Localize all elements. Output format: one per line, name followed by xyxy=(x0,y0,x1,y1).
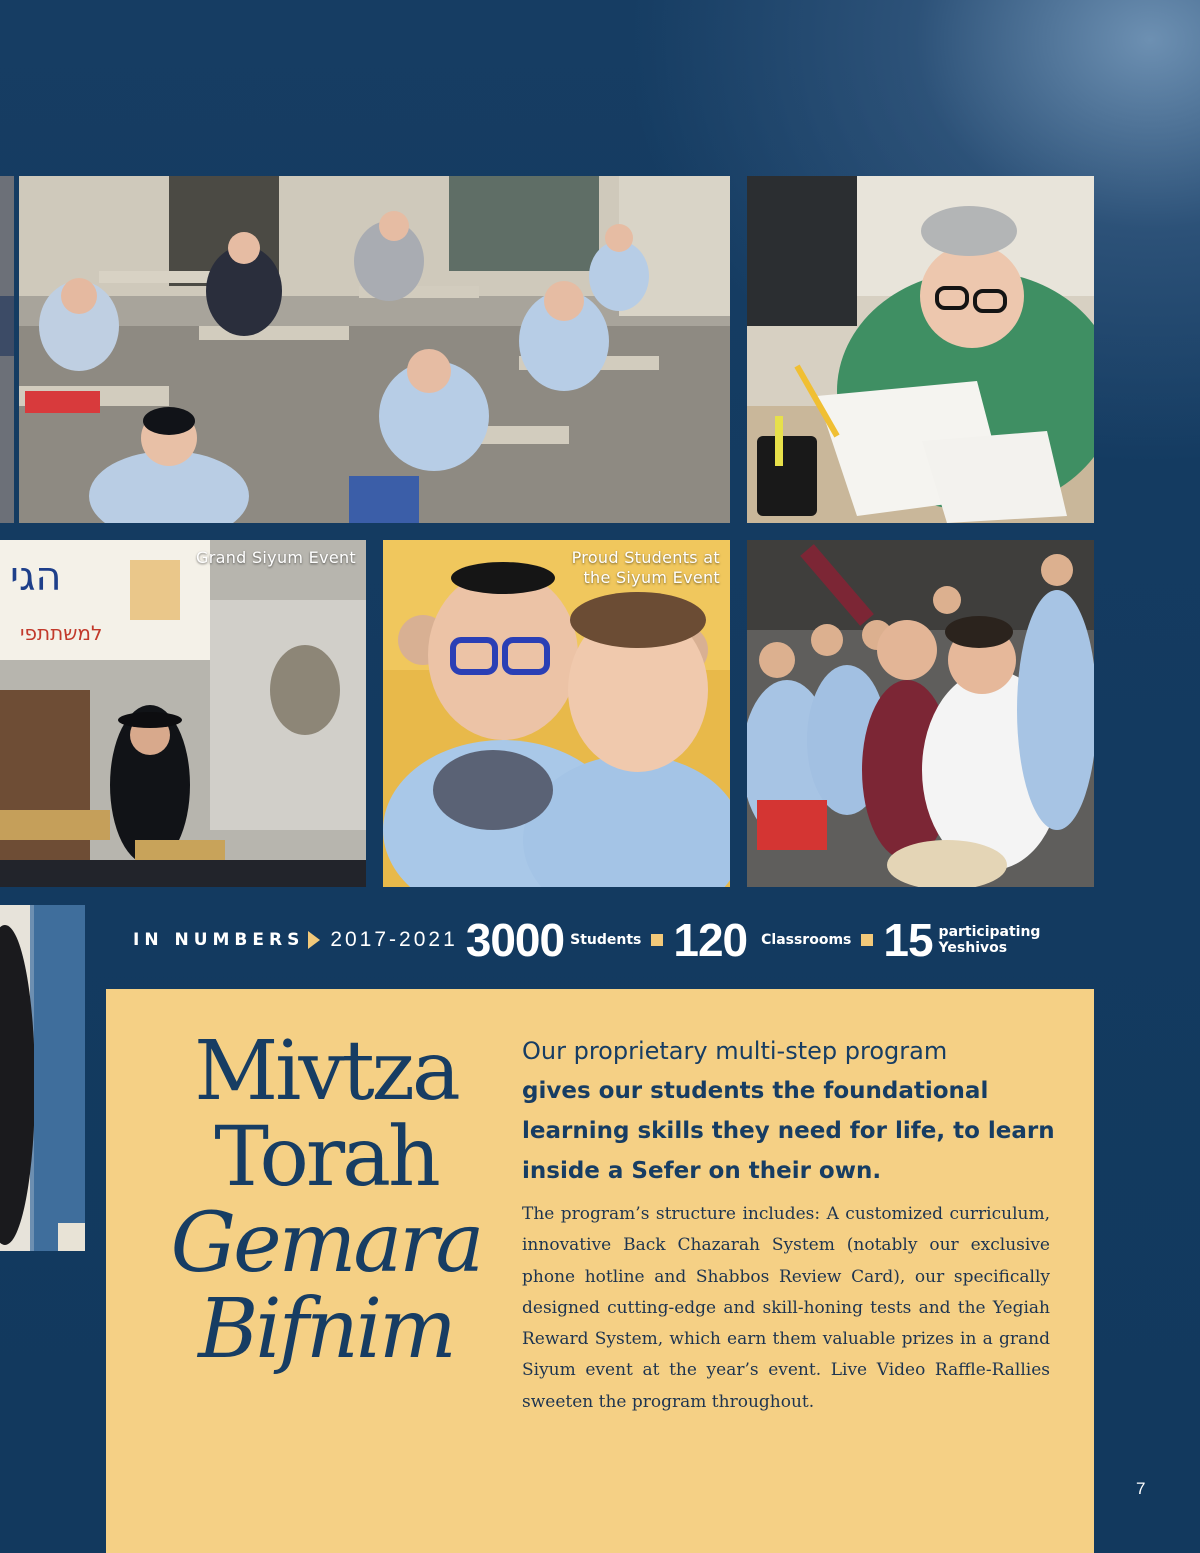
classroom-photo xyxy=(19,176,730,523)
svg-text:הגי: הגי xyxy=(10,554,62,600)
program-panel xyxy=(106,989,1094,1553)
program-title xyxy=(156,1024,496,1377)
program-lead xyxy=(522,1031,1062,1191)
title-line-3: Gemara xyxy=(170,1196,482,1291)
program-body: The program’s structure includes: A customized curriculum, innovative Back Chazarah System (notably our exclusive phone hotline and Shabbos Review Card), our specifically designed cutting-edge and skill-honing tests and the Yegiah Reward System, which earn them valuable prizes in a grand Siyum event at the year’s event. Live Video Raffle-Rallies sweeten the program throughout. xyxy=(522,1204,1050,1412)
square-bullet-icon xyxy=(651,934,663,946)
lead-intro: Our proprietary multi-step program xyxy=(522,1037,948,1065)
siyum-event-photo xyxy=(0,540,366,887)
in-numbers-bar xyxy=(133,912,1040,968)
audience-photo xyxy=(747,540,1094,887)
proud-caption-line2: the Siyum Event xyxy=(583,568,720,587)
yeshivos-label-line2: Yeshivos xyxy=(938,940,1008,956)
square-bullet-icon xyxy=(861,934,873,946)
years-range: 2017-2021 xyxy=(330,928,458,951)
classrooms-label: Classrooms xyxy=(761,932,852,948)
banner-text: למשתתפי xyxy=(20,621,103,645)
proud-caption-line1: Proud Students at xyxy=(571,548,720,567)
students-label: Students xyxy=(570,932,642,948)
proud-students-caption xyxy=(572,548,720,588)
title-line-1: Mivtza xyxy=(194,1024,458,1119)
yeshivos-label xyxy=(939,924,1041,956)
play-arrow-icon xyxy=(308,931,320,949)
proud-students-photo xyxy=(383,540,730,887)
title-line-4: Bifnim xyxy=(198,1282,454,1377)
siyum-caption: Grand Siyum Event xyxy=(196,548,356,567)
page-number: 7 xyxy=(1136,1479,1146,1498)
classrooms-value: 120 xyxy=(673,914,748,966)
edge-photo-top xyxy=(0,176,14,523)
in-numbers-heading: IN NUMBERS xyxy=(133,930,305,950)
boy-writing-photo xyxy=(747,176,1094,523)
yeshivos-label-line1: participating xyxy=(938,924,1041,940)
lead-bold: gives our students the foundational learning skills they need for life, to learn inside a Sefer on their own. xyxy=(522,1078,1055,1184)
students-value: 3000 xyxy=(465,914,565,966)
yeshivos-value: 15 xyxy=(883,914,933,966)
edge-photo-bottom xyxy=(0,905,85,1251)
title-line-2: Torah xyxy=(214,1110,438,1205)
